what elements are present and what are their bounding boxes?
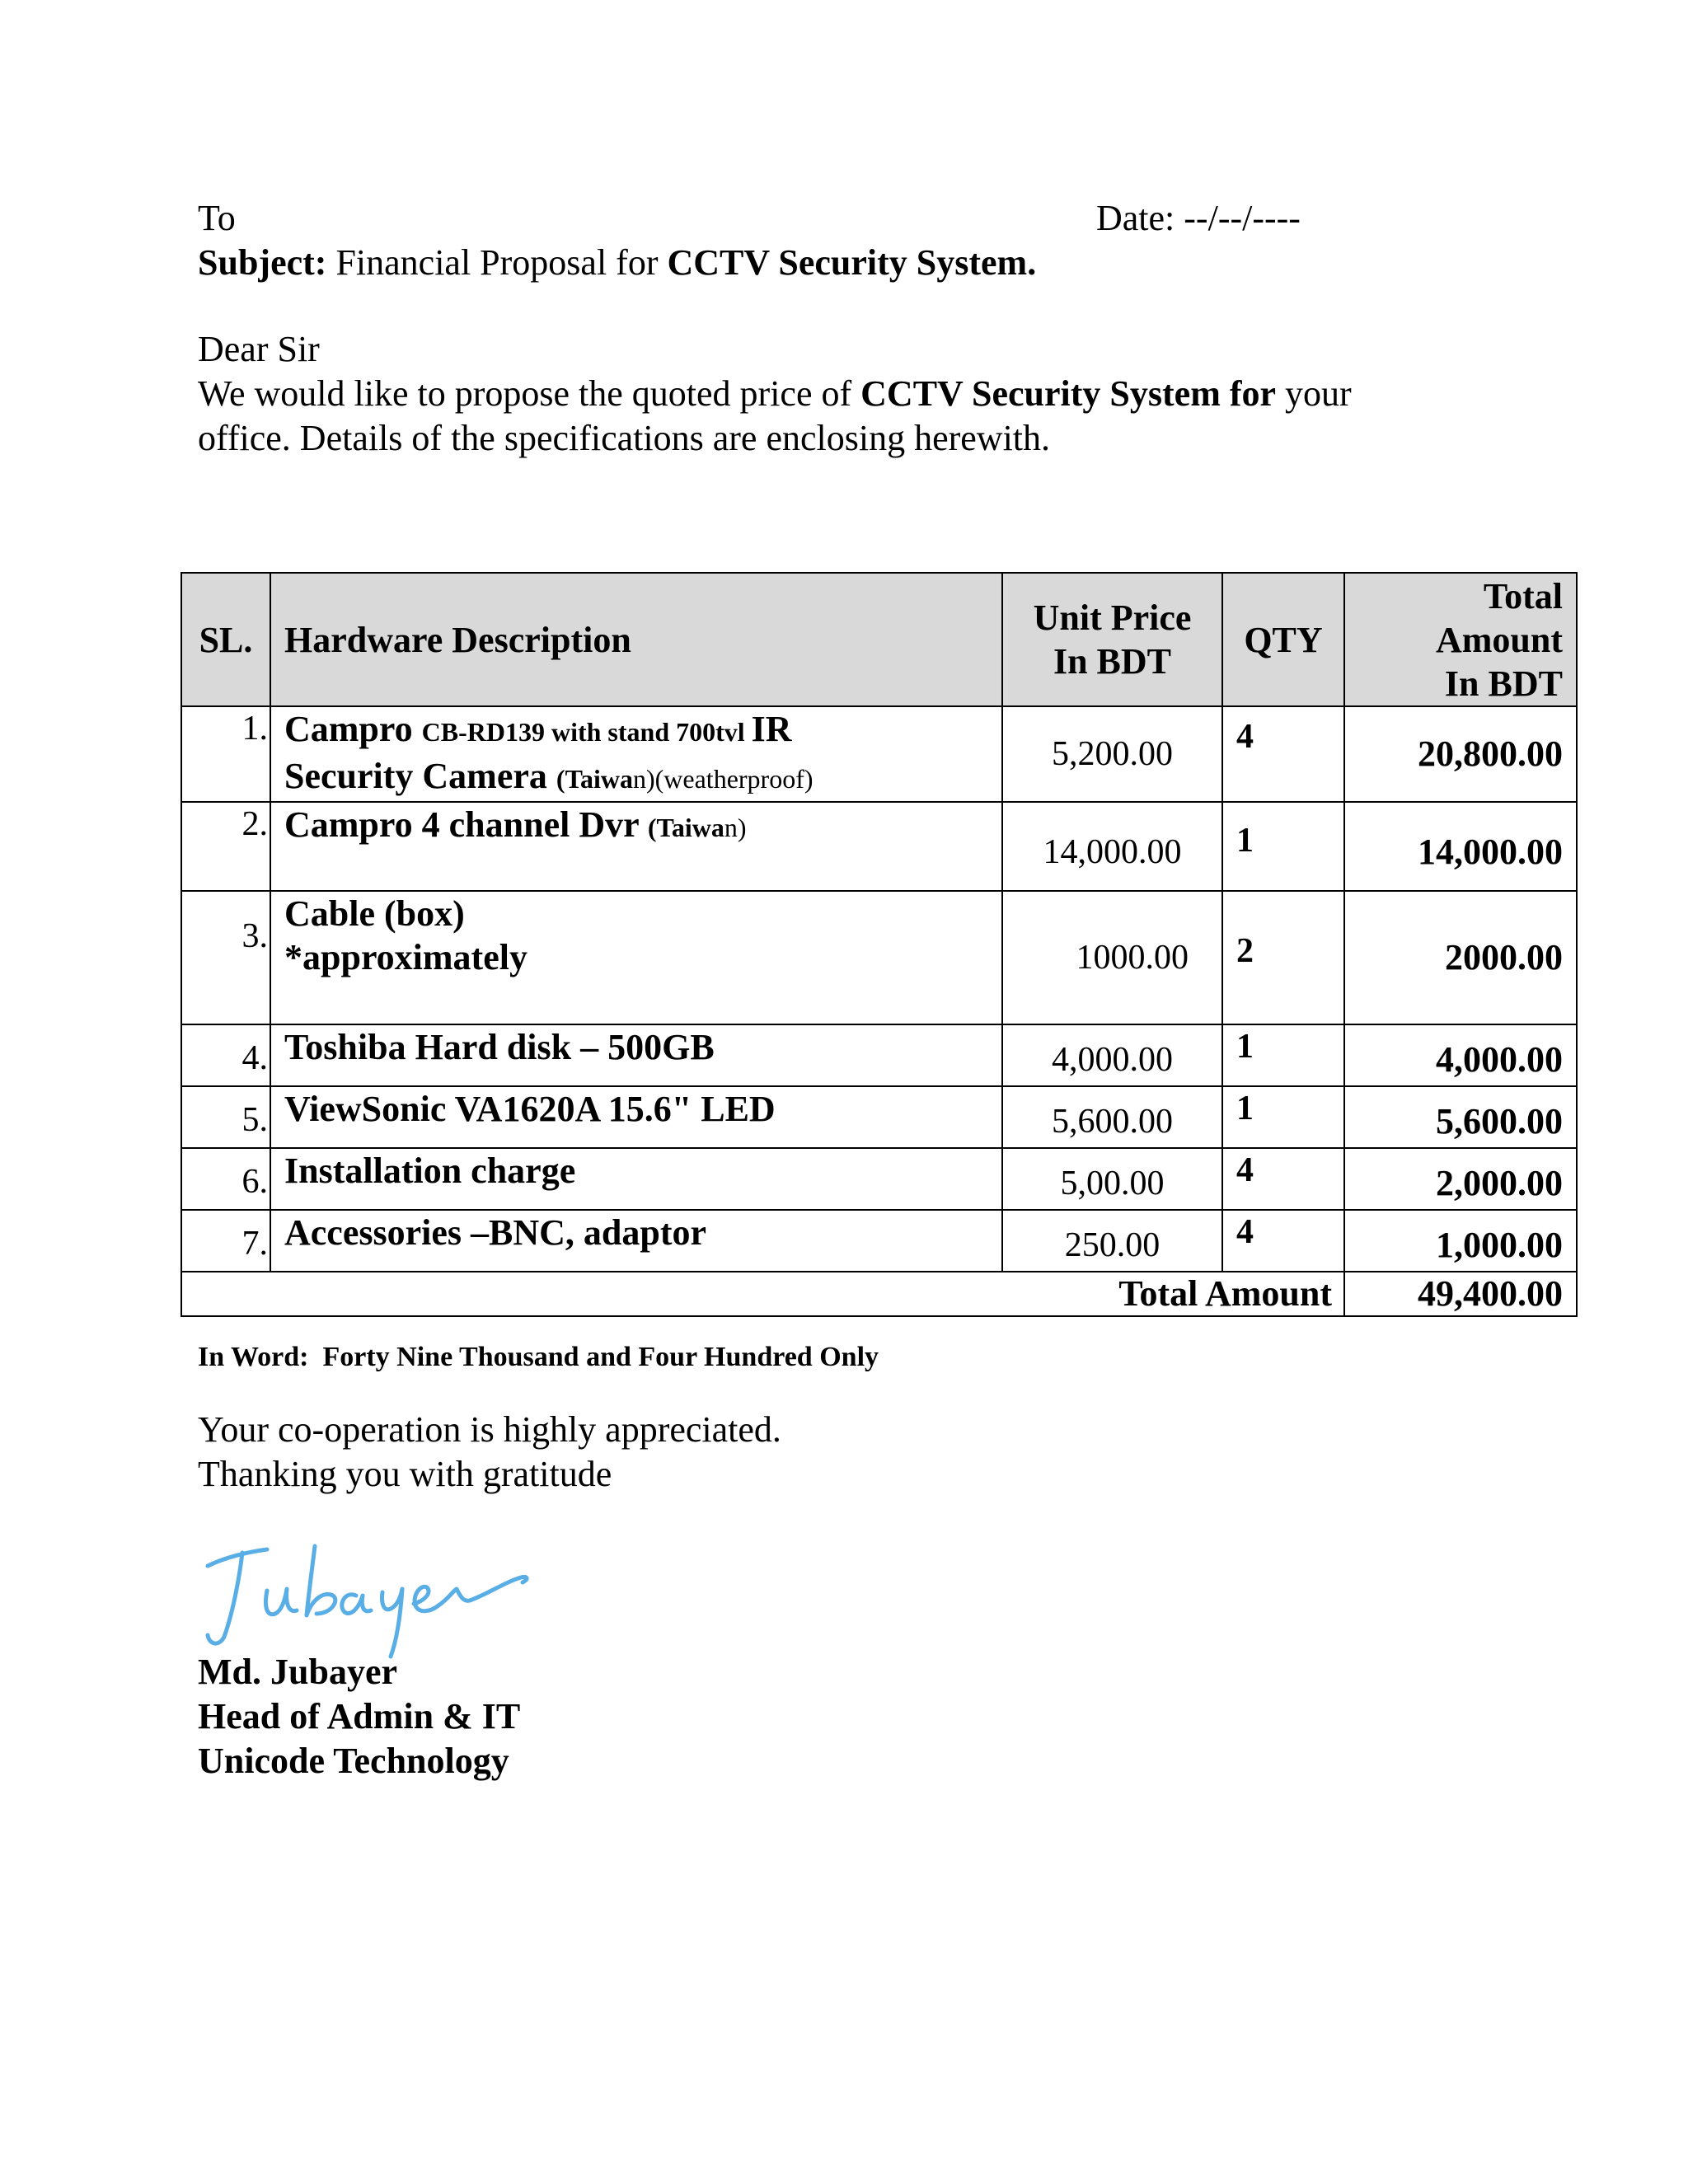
- row-description: ViewSonic VA1620A 15.6" LED: [270, 1086, 1002, 1148]
- row-desc-d: Security Camera: [284, 756, 556, 796]
- header-unit-price: [1002, 573, 1222, 706]
- row-unit-price: 14,000.00: [1002, 802, 1222, 891]
- signatory-name: Md. Jubayer: [198, 1652, 397, 1692]
- table-row: [181, 1148, 1577, 1210]
- row-qty: 4: [1222, 1148, 1344, 1210]
- header-unit-price-line-2: In BDT: [1053, 641, 1172, 682]
- table-header-row: [181, 573, 1577, 706]
- table-row: [181, 802, 1577, 891]
- price-table: [181, 572, 1578, 1317]
- row-qty: 1: [1222, 1024, 1344, 1086]
- row-total: 2,000.00: [1344, 1148, 1577, 1210]
- body-line-1: [198, 372, 1352, 416]
- row-desc-e: (Taiwa: [556, 764, 633, 794]
- row-unit-price: 4,000.00: [1002, 1024, 1222, 1086]
- row-unit-price: 1000.00: [1002, 891, 1222, 1024]
- row-qty: 4: [1222, 1210, 1344, 1272]
- row-total: 2000.00: [1344, 891, 1577, 1024]
- date-label: Date: --/--/----: [1096, 198, 1301, 238]
- closing-line-1: Your co-operation is highly appreciated.: [198, 1409, 781, 1450]
- header-description: Hardware Description: [270, 573, 1002, 706]
- row-unit-price: 5,00.00: [1002, 1148, 1222, 1210]
- row-sl: 7.: [181, 1210, 270, 1272]
- row-sl: 6.: [181, 1148, 270, 1210]
- row-description: [270, 802, 1002, 891]
- table-row: [181, 706, 1577, 802]
- row-total: 14,000.00: [1344, 802, 1577, 891]
- table-row: [181, 891, 1577, 1024]
- row-description: [270, 706, 1002, 802]
- row-desc-c: IR: [751, 709, 792, 749]
- header-total-line-3: In BDT: [1444, 663, 1563, 704]
- body-bold: CCTV Security System for: [860, 373, 1277, 414]
- row-sl: 2.: [181, 802, 270, 891]
- row-total: 5,600.00: [1344, 1086, 1577, 1148]
- handwritten-signature: [191, 1531, 570, 1663]
- row-description: Installation charge: [270, 1148, 1002, 1210]
- row-unit-price: 5,600.00: [1002, 1086, 1222, 1148]
- subject-bold: CCTV Security System.: [667, 242, 1037, 283]
- header-total-line-2: Amount: [1435, 619, 1563, 660]
- row-desc-e: (Taiwa: [647, 813, 724, 842]
- row-qty: 2: [1222, 891, 1344, 1024]
- row-desc-a: Cable (box): [284, 893, 465, 934]
- signatory-title: Head of Admin & IT: [198, 1696, 521, 1736]
- row-desc-b: CB-RD139 with stand 700tvl: [421, 717, 752, 747]
- subject-text: Financial Proposal for: [326, 242, 668, 283]
- row-sl: 4.: [181, 1024, 270, 1086]
- row-unit-price: 250.00: [1002, 1210, 1222, 1272]
- total-amount-value: 49,400.00: [1344, 1272, 1577, 1316]
- row-sl: 5.: [181, 1086, 270, 1148]
- signature-stroke: [438, 1577, 527, 1605]
- table-row: [181, 1024, 1577, 1086]
- row-unit-price: 5,200.00: [1002, 706, 1222, 802]
- row-description: Toshiba Hard disk – 500GB: [270, 1024, 1002, 1086]
- body-part-1: We would like to propose the quoted price of: [198, 373, 861, 414]
- signature-stroke: [208, 1549, 267, 1643]
- body-line-2: office. Details of the specifications are enclosing herewith.: [198, 418, 1051, 458]
- signatory-organization: Unicode Technology: [198, 1741, 509, 1781]
- table-row: [181, 1210, 1577, 1272]
- table-total-row: [181, 1272, 1577, 1316]
- row-sl: 3.: [181, 891, 270, 1024]
- signature-text: Jubayer: [191, 1661, 195, 1662]
- row-qty: 1: [1222, 802, 1344, 891]
- total-amount-label: Total Amount: [181, 1272, 1344, 1316]
- row-desc-f: n): [724, 813, 747, 842]
- row-desc-d: *approximately: [284, 937, 528, 977]
- row-desc-f: n)(weatherproof): [632, 764, 814, 794]
- signature-stroke: [382, 1589, 402, 1657]
- row-desc-a: Campro 4 channel Dvr: [284, 804, 648, 845]
- signature-stroke: [265, 1589, 297, 1615]
- row-desc-a: Campro: [284, 709, 422, 749]
- subject-line: [198, 241, 1036, 285]
- greeting: Dear Sir: [198, 329, 320, 369]
- row-total: 1,000.00: [1344, 1210, 1577, 1272]
- row-description: Accessories –BNC, adaptor: [270, 1210, 1002, 1272]
- signature-strokes: [208, 1546, 527, 1657]
- table-row: [181, 1086, 1577, 1148]
- row-total: 20,800.00: [1344, 706, 1577, 802]
- amount-in-words: In Word: Forty Nine Thousand and Four Hundred Only: [198, 1342, 879, 1372]
- row-qty: 1: [1222, 1086, 1344, 1148]
- body-part-2: your: [1276, 373, 1352, 414]
- closing-line-2: Thanking you with gratitude: [198, 1454, 612, 1494]
- to-label: To: [198, 198, 236, 238]
- row-sl: 1.: [181, 706, 270, 802]
- header-unit-price-line-1: Unit Price: [1033, 598, 1192, 638]
- row-qty: 4: [1222, 706, 1344, 802]
- signature-stroke: [414, 1586, 438, 1610]
- subject-label: Subject:: [198, 242, 327, 283]
- row-total: 4,000.00: [1344, 1024, 1577, 1086]
- signature-stroke: [307, 1546, 335, 1615]
- signature-stroke: [342, 1595, 371, 1614]
- header-total: [1344, 573, 1577, 706]
- header-total-line-1: Total: [1483, 575, 1563, 616]
- header-qty: QTY: [1222, 573, 1344, 706]
- row-description: [270, 891, 1002, 1024]
- header-sl: SL.: [181, 573, 270, 706]
